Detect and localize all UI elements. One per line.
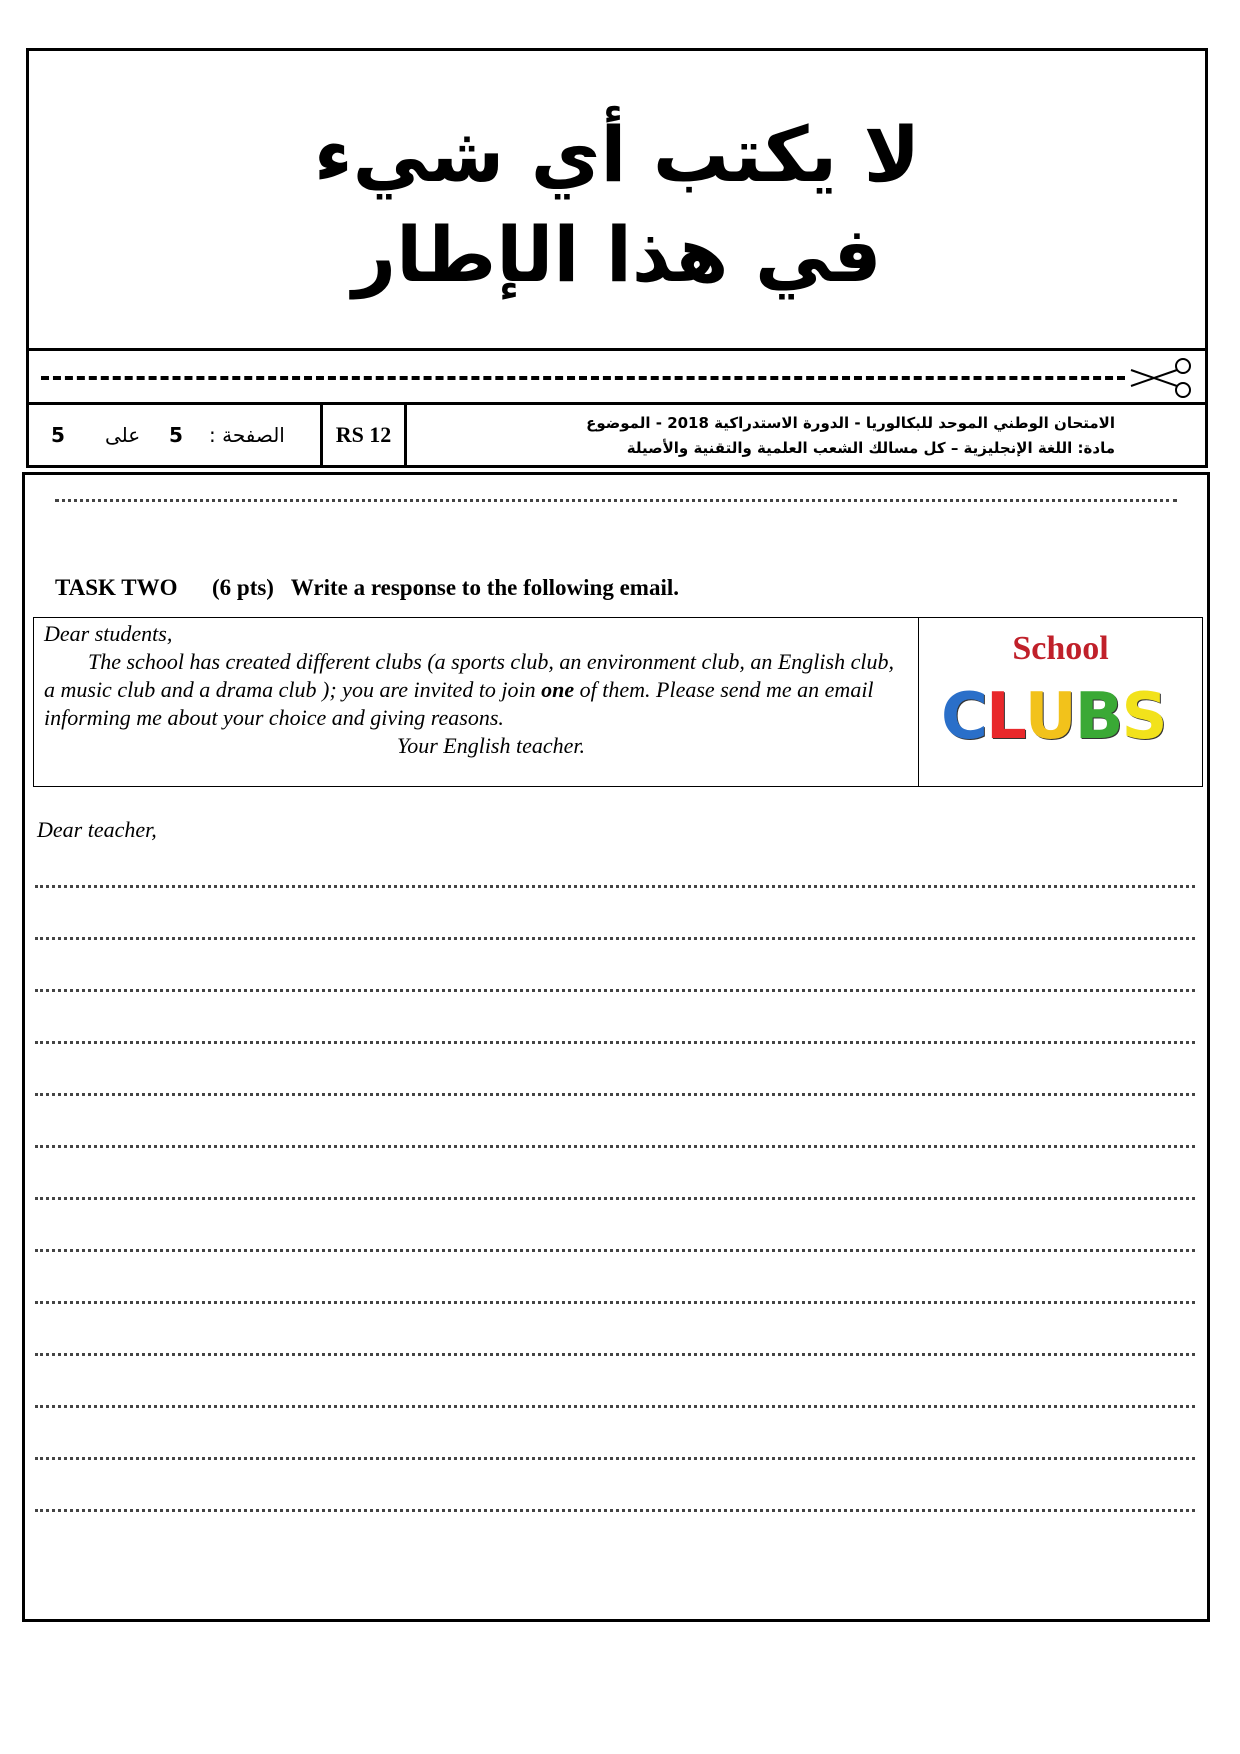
answer-line[interactable]	[35, 1301, 1195, 1304]
exam-info-line-1: الامتحان الوطني الموحد للبكالوريا - الدورة الاستدراكية 2018 - الموضوع	[586, 414, 1115, 432]
page-label: الصفحة :	[209, 423, 285, 447]
email-body-text-end: of them. Please send me an email informing me about your choice and giving reasons.	[44, 677, 874, 730]
warning-line-2: في هذا الإطار	[352, 210, 882, 299]
answer-line[interactable]	[35, 885, 1195, 888]
answer-line[interactable]	[35, 1405, 1195, 1408]
logo-letter: L	[985, 680, 1025, 754]
scissors-icon	[1127, 356, 1195, 400]
warning-line-1: لا يكتب أي شيء	[313, 110, 921, 199]
dashed-cut-line	[41, 376, 1125, 380]
email-signature: Your English teacher.	[396, 733, 586, 758]
email-body-text: The school has created different clubs (a sports club, an environment club, an English club, a music club and a drama club ); you are invited to join	[44, 649, 894, 702]
email-body	[44, 648, 908, 732]
answer-line[interactable]	[35, 1093, 1195, 1096]
school-clubs-logo	[919, 618, 1202, 786]
logo-letter: U	[1024, 680, 1075, 754]
answer-line[interactable]	[35, 989, 1195, 992]
email-salutation: Dear students,	[44, 621, 173, 646]
do-not-write-frame	[26, 48, 1208, 468]
logo-letter: S	[1121, 680, 1166, 754]
exam-info-line-2: مادة: اللغة الإنجليزية – كل مسالك الشعب العلمية والتقنية والأصيلة	[626, 439, 1115, 457]
answer-line[interactable]	[35, 1041, 1195, 1044]
answer-line[interactable]	[35, 1249, 1195, 1252]
logo-clubs-text	[941, 680, 1166, 754]
exam-header-row	[29, 405, 1205, 468]
answer-line[interactable]	[35, 1145, 1195, 1148]
email-prompt-text	[34, 618, 919, 786]
email-prompt-box	[33, 617, 1203, 787]
answer-line[interactable]	[35, 1457, 1195, 1460]
answer-line[interactable]	[35, 1509, 1195, 1512]
task-title: TASK TWO (6 pts) Write a response to the following email.	[55, 575, 679, 600]
exam-info	[407, 405, 1205, 468]
logo-letter: C	[941, 680, 986, 754]
answer-frame	[22, 472, 1210, 1622]
answer-line[interactable]	[35, 1353, 1195, 1356]
response-greeting: Dear teacher,	[37, 817, 157, 842]
logo-school-text: School	[1012, 630, 1109, 667]
page-indicator	[29, 405, 323, 468]
total-pages: 5	[51, 423, 65, 447]
email-body-emphasis: one	[541, 677, 575, 702]
answer-line[interactable]	[35, 1197, 1195, 1200]
logo-letter: B	[1074, 680, 1122, 754]
exam-code: RS 12	[323, 405, 407, 468]
page-number: 5	[169, 423, 183, 447]
of-label: على	[105, 423, 141, 447]
dotted-line[interactable]	[55, 499, 1177, 502]
cut-line	[29, 351, 1205, 405]
answer-line[interactable]	[35, 937, 1195, 940]
warning-banner	[29, 51, 1205, 351]
